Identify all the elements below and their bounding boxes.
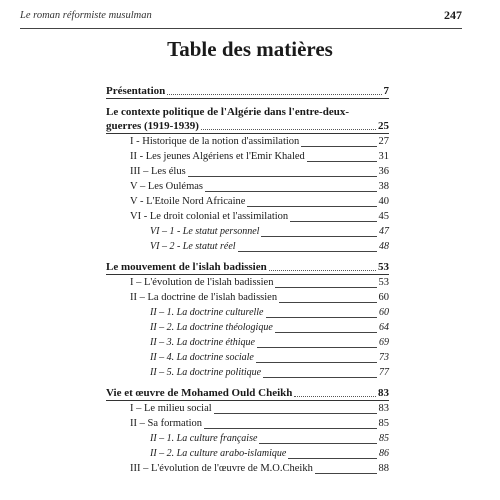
- toc-entry-label: III – L'évolution de l'œuvre de M.O.Cheikh: [130, 463, 313, 474]
- toc-entry-label: Présentation: [106, 85, 166, 97]
- toc-entry: [106, 276, 389, 290]
- table-of-contents: [106, 84, 389, 476]
- dot-leader: [238, 251, 377, 252]
- toc-entry-page: 83: [378, 403, 389, 414]
- page-number: 247: [444, 8, 462, 22]
- dot-leader: [204, 428, 376, 429]
- toc-entry-label: II – 1. La culture française: [150, 433, 258, 444]
- toc-entry: [106, 240, 389, 254]
- toc-entry-page: 64: [379, 322, 389, 333]
- toc-entry-label: guerres (1919-1939): [106, 120, 199, 132]
- toc-entry-page: 73: [379, 352, 389, 363]
- toc-entry-page: 47: [379, 226, 389, 237]
- dot-leader: [259, 443, 377, 444]
- toc-entry-label: II – Sa formation: [130, 418, 203, 429]
- toc-entry: [106, 366, 389, 380]
- toc-entry-page: 77: [379, 367, 389, 378]
- toc-entry: [106, 417, 389, 431]
- toc-entry-label: VI - Le droit colonial et l'assimilation: [130, 211, 289, 222]
- toc-entry: [106, 180, 389, 194]
- toc-entry-page: 83: [378, 387, 389, 399]
- toc-entry-page: 38: [378, 181, 389, 192]
- toc-entry-label: II – 1. La doctrine culturelle: [150, 307, 264, 318]
- toc-entry-page: 31: [378, 151, 389, 162]
- dot-leader: [188, 176, 377, 177]
- toc-entry-page: 60: [379, 307, 389, 318]
- toc-entry-label: Le mouvement de l'islah badissien: [106, 261, 267, 273]
- toc-entry: [106, 225, 389, 239]
- toc-entry-label: V – Les Oulémas: [130, 181, 204, 192]
- toc-entry: [106, 462, 389, 476]
- toc-entry-label: Vie et œuvre de Mohamed Ould Cheikh: [106, 387, 293, 399]
- toc-entry-label: II – 3. La doctrine éthique: [150, 337, 255, 348]
- dot-leader: [214, 413, 377, 414]
- dot-leader: [167, 94, 381, 95]
- toc-entry-page: 27: [378, 136, 389, 147]
- toc-entry-page: 53: [378, 277, 389, 288]
- dot-leader: [301, 146, 376, 147]
- toc-entry: [106, 291, 389, 305]
- toc-section-entry: [106, 84, 389, 99]
- toc-entry-label: I – L'évolution de l'islah badissien: [130, 277, 274, 288]
- toc-entry: [106, 351, 389, 365]
- dot-leader: [279, 302, 376, 303]
- dot-leader: [205, 191, 376, 192]
- toc-entry: [106, 195, 389, 209]
- dot-leader: [256, 362, 377, 363]
- dot-leader: [307, 161, 377, 162]
- toc-entry-label: II – La doctrine de l'islah badissien: [130, 292, 278, 303]
- dot-leader: [269, 270, 376, 271]
- toc-entry: [106, 321, 389, 335]
- dot-leader: [261, 236, 377, 237]
- running-header: [20, 6, 462, 29]
- toc-entry: [106, 432, 389, 446]
- toc-entry: [106, 210, 389, 224]
- toc-entry: [106, 402, 389, 416]
- toc-entry-label: II – 4. La doctrine sociale: [150, 352, 254, 363]
- toc-entry-label: II – 2. La doctrine théologique: [150, 322, 273, 333]
- toc-section-entry: [106, 386, 389, 401]
- toc-entry: [106, 336, 389, 350]
- toc-entry-page: 85: [378, 418, 389, 429]
- toc-entry-page: 60: [378, 292, 389, 303]
- dot-leader: [247, 206, 376, 207]
- toc-entry-label: II - Les jeunes Algériens et l'Emir Khaled: [130, 151, 305, 162]
- toc-entry-label: VI – 2 - Le statut réel: [150, 241, 236, 252]
- toc-entry-label: III – Les élus: [130, 166, 186, 177]
- toc-entry-page: 7: [383, 85, 389, 97]
- dot-leader: [315, 473, 377, 474]
- toc-entry: [106, 150, 389, 164]
- toc-entry-page: 69: [379, 337, 389, 348]
- toc-entry-page: 25: [378, 120, 389, 132]
- toc-entry-page: 48: [379, 241, 389, 252]
- toc-entry: [106, 165, 389, 179]
- toc-entry: [106, 135, 389, 149]
- dot-leader: [275, 287, 376, 288]
- toc-entry-page: 45: [378, 211, 389, 222]
- dot-leader: [290, 221, 376, 222]
- dot-leader: [294, 396, 376, 397]
- dot-leader: [263, 377, 377, 378]
- dot-leader: [275, 332, 377, 333]
- toc-entry: [106, 306, 389, 320]
- toc-section-entry: [106, 260, 389, 275]
- dot-leader: [257, 347, 377, 348]
- toc-entry-page: 53: [378, 261, 389, 273]
- toc-entry-page: 88: [378, 463, 389, 474]
- toc-entry-label: VI – 1 - Le statut personnel: [150, 226, 260, 237]
- dot-leader: [201, 129, 376, 130]
- toc-entry-page: 86: [379, 448, 389, 459]
- page-title: Table des matières: [167, 37, 333, 61]
- toc-entry-label-line: Le contexte politique de l'Algérie dans l'entre-deux-: [106, 106, 349, 118]
- toc-entry-page: 85: [379, 433, 389, 444]
- dot-leader: [266, 317, 378, 318]
- dot-leader: [288, 458, 377, 459]
- running-title: Le roman réformiste musulman: [20, 10, 152, 21]
- toc-entry-page: 40: [378, 196, 389, 207]
- toc-entry-label: I – Le milieu social: [130, 403, 212, 414]
- toc-entry-label: I - Historique de la notion d'assimilation: [130, 136, 300, 147]
- toc-entry-page: 36: [378, 166, 389, 177]
- toc-entry: [106, 447, 389, 461]
- toc-entry-label: II – 5. La doctrine politique: [150, 367, 262, 378]
- toc-entry-label: II – 2. La culture arabo-islamique: [150, 448, 287, 459]
- toc-section-entry: [106, 105, 389, 134]
- toc-entry-label: V - L'Etoile Nord Africaine: [130, 196, 246, 207]
